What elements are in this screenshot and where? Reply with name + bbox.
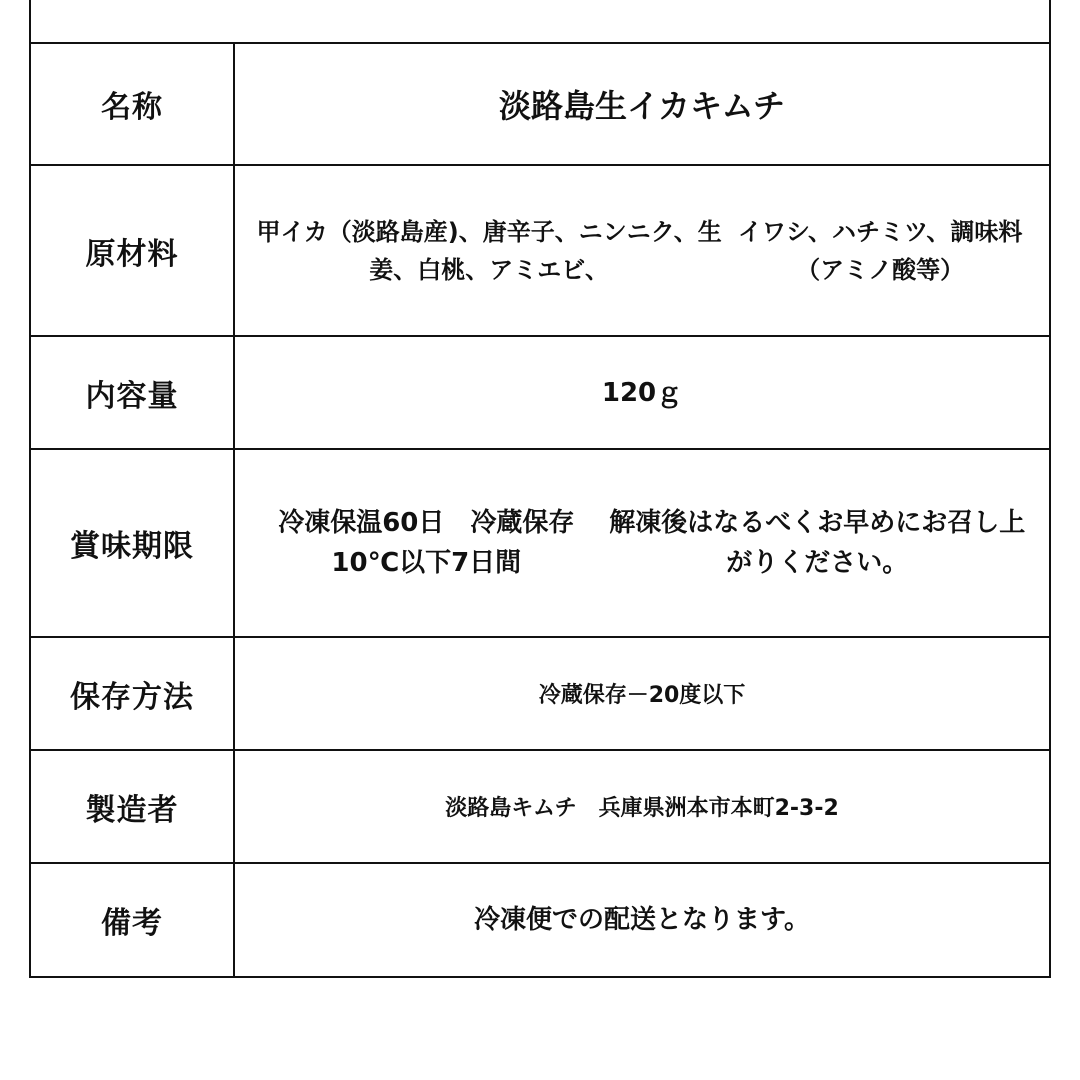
row-ingredients: [31, 166, 1049, 337]
row-storage: [31, 638, 1049, 751]
value-line: 冷凍便での配送となります。: [474, 905, 810, 935]
value-line: 冷凍保温60日 冷蔵保存10℃以下7日間: [278, 508, 575, 578]
value-line: 120ｇ: [601, 377, 683, 408]
row-value: [235, 450, 1049, 636]
value-line: イワシ、ハチミツ、調味料（アミノ酸等）: [737, 217, 1023, 284]
product-info-table: [31, 44, 1049, 976]
row-label: 製造者: [31, 751, 235, 862]
row-label: 保存方法: [31, 638, 235, 749]
value-line: 淡路島キムチ 兵庫県洲本市本町2-3-2: [445, 796, 839, 821]
row-value: [235, 638, 1049, 749]
value-line: 解凍後はなるべくお早めにお召し上がりください。: [609, 508, 1026, 578]
row-name: [31, 44, 1049, 166]
row-label: 内容量: [31, 337, 235, 448]
row-label: 原材料: [31, 166, 235, 335]
row-value: [235, 44, 1049, 164]
row-label: 賞味期限: [31, 450, 235, 636]
product-info-sheet: [29, 0, 1051, 978]
row-remarks: [31, 864, 1049, 976]
row-manufacturer: [31, 751, 1049, 864]
row-expiry: [31, 450, 1049, 638]
row-value: [235, 337, 1049, 448]
value-line: 淡路島生イカキムチ: [498, 87, 786, 125]
row-value: [235, 751, 1049, 862]
value-line: 甲イカ（淡路島産)、唐辛子、ニンニク、生姜、白桃、アミエビ、: [256, 217, 722, 284]
row-label: 備考: [31, 864, 235, 976]
row-value: [235, 864, 1049, 976]
row-value: [235, 166, 1049, 335]
row-content-amount: [31, 337, 1049, 450]
row-label: 名称: [31, 44, 235, 164]
top-blank-row: [31, 0, 1049, 44]
value-line: 冷蔵保存－20度以下: [538, 683, 746, 708]
